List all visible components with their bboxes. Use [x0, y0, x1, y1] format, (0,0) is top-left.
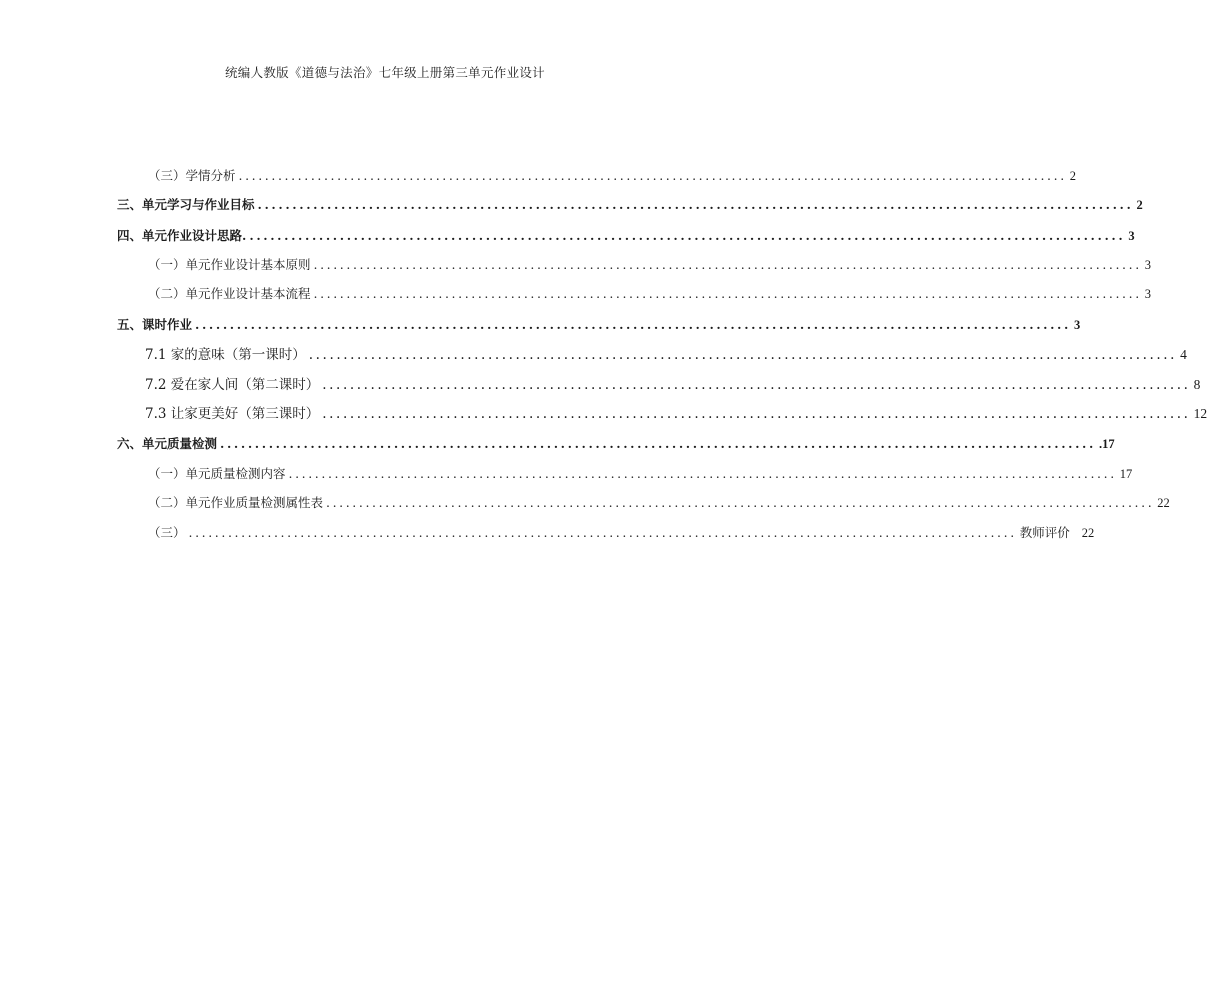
toc-entry-design-ideas[interactable] — [117, 227, 1135, 245]
toc-entry-title: 课时作业 — [142, 317, 193, 332]
toc-entry-number: 三、 — [117, 197, 143, 212]
toc-entry-page: 8 — [1193, 377, 1201, 392]
toc-entry-basic-principles[interactable] — [148, 256, 1152, 274]
toc-entry-lesson-7-3[interactable] — [145, 405, 1207, 423]
toc-entry-title: （三）学情分析 — [148, 168, 236, 183]
toc-entry-basic-process[interactable] — [148, 285, 1152, 303]
toc-entry-page: 3 — [1144, 287, 1152, 301]
toc-entry-page: 4 — [1180, 347, 1187, 362]
toc-entry-page: 3 — [1073, 318, 1081, 332]
toc-leader-dots: .............................................................................................................................. — [249, 228, 1126, 243]
toc-entry-title: 单元学习与作业目标 — [142, 197, 255, 212]
toc-entry-title: （三） — [148, 525, 186, 540]
toc-entry-title: 7.1 家的意味（第一课时） — [145, 347, 306, 363]
toc-entry-title: 7.3 让家更美好（第三课时） — [145, 406, 320, 422]
toc-entry-number: 四、 — [117, 228, 143, 243]
toc-entry-title: （一）单元作业设计基本原则 — [148, 257, 311, 272]
toc-entry-number: 五、 — [117, 317, 143, 332]
toc-entry-page: .17 — [1098, 437, 1115, 451]
toc-leader-dots: .............................................................................................................................. — [238, 168, 1067, 183]
toc-entry-teacher-evaluation[interactable] — [148, 524, 1095, 542]
toc-entry-lesson-homework[interactable] — [117, 316, 1081, 334]
toc-entry-title: 7.2 爱在家人间（第二课时） — [145, 377, 320, 393]
toc-leader-dots: .............................................................................................................................. — [313, 286, 1142, 301]
toc-leader-dots: .............................................................................................................................. — [195, 317, 1071, 332]
toc-entry-quality-attributes[interactable] — [148, 494, 1170, 512]
toc-entry-page: 3 — [1128, 229, 1135, 243]
toc-entry-page: 12 — [1193, 406, 1207, 421]
toc-entry-lesson-7-2[interactable] — [145, 376, 1201, 394]
toc-entry-page: 2 — [1136, 198, 1143, 212]
toc-entry-tail-title: 教师评价 — [1019, 525, 1070, 540]
toc-leader-dots: .............................................................................................................................. — [188, 525, 1017, 540]
toc-entry-page: 22 — [1081, 526, 1095, 540]
document-header: 统编人教版《道德与法治》七年级上册第三单元作业设计 — [224, 65, 545, 80]
toc-entry-title: 单元作业设计思路. — [142, 228, 247, 243]
toc-entry-quality-check[interactable] — [117, 435, 1115, 453]
toc-leader-dots: .............................................................................................................................. — [322, 377, 1191, 393]
toc-entry-learning-analysis[interactable] — [148, 167, 1077, 185]
toc-leader-dots: .............................................................................................................................. — [257, 197, 1134, 212]
toc-leader-dots: .............................................................................................................................. — [322, 406, 1191, 422]
toc-entry-page: 22 — [1157, 496, 1170, 510]
toc-entry-title: （二）单元作业质量检测属性表 — [148, 495, 324, 510]
toc-entry-page: 2 — [1069, 169, 1077, 183]
toc-entry-title: （一）单元质量检测内容 — [148, 466, 286, 481]
toc-leader-dots: .............................................................................................................................. — [313, 257, 1142, 272]
toc-entry-lesson-7-1[interactable] — [145, 346, 1187, 364]
toc-entry-title: 单元质量检测 — [142, 436, 218, 451]
toc-entry-title: （二）单元作业设计基本流程 — [148, 286, 311, 301]
toc-entry-number: 六、 — [117, 436, 143, 451]
toc-entry-quality-content[interactable] — [148, 465, 1133, 483]
toc-entry-page: 3 — [1144, 258, 1152, 272]
toc-leader-dots: .............................................................................................................................. — [326, 495, 1155, 510]
toc-leader-dots: .............................................................................................................................. — [308, 347, 1178, 363]
toc-leader-dots: .............................................................................................................................. — [288, 466, 1117, 481]
toc-entry-page: 17 — [1119, 467, 1133, 481]
toc-entry-unit-goals[interactable] — [117, 196, 1143, 214]
toc-leader-dots: .............................................................................................................................. — [220, 436, 1096, 451]
